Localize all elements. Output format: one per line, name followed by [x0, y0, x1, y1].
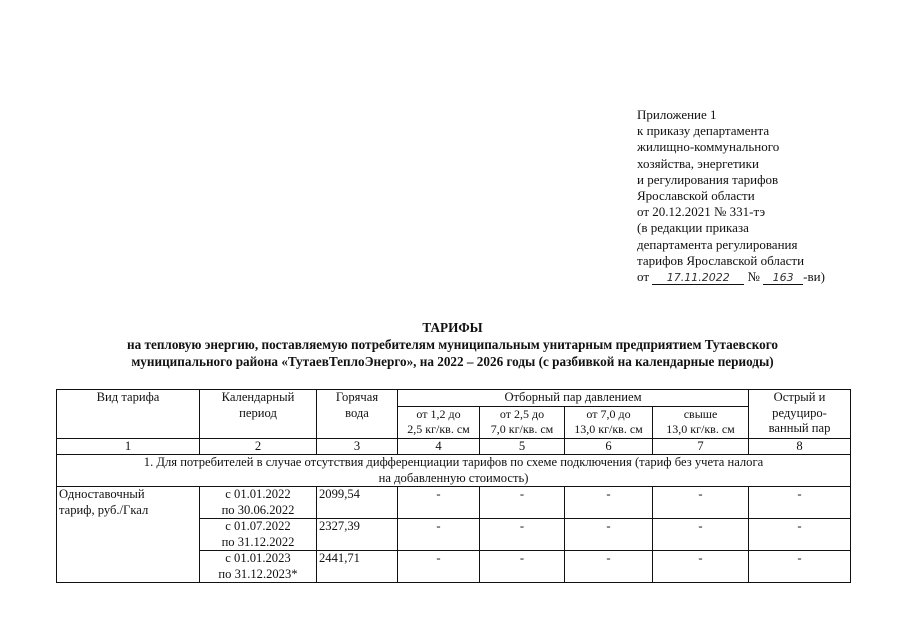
document-subtitle [60, 337, 845, 370]
hot-water-value: 2441,71 [317, 551, 398, 583]
col-number: 2 [200, 438, 317, 455]
col-number: 4 [398, 438, 480, 455]
steam-value: - [653, 551, 749, 583]
header-steam-group: Отборный пар давлением [398, 390, 749, 407]
steam-value: - [565, 487, 653, 519]
appendix-prefix: от [637, 269, 650, 285]
steam-value: - [565, 551, 653, 583]
header-tariff-type: Вид тарифа [57, 390, 200, 439]
steam-value: - [565, 519, 653, 551]
col-number: 3 [317, 438, 398, 455]
hot-water-value: 2327,39 [317, 519, 398, 551]
handwritten-number: 163 [763, 271, 803, 285]
tariff-table [56, 389, 851, 583]
section-1-heading: 1. Для потребителей в случае отсутствия дифференциации тарифов по схеме подключения (тариф без учета налога на добавленную стоимость) [57, 455, 851, 487]
handwritten-date: 17.11.2022 [652, 271, 744, 285]
period-cell: с 01.01.2023 по 31.12.2023* [200, 551, 317, 583]
period-cell: с 01.07.2022 по 31.12.2022 [200, 519, 317, 551]
appendix-line: Приложение 1 [637, 107, 717, 122]
header-steam-col-3: от 7,0 до 13,0 кг/кв. см [565, 406, 653, 438]
steam-value: - [398, 487, 480, 519]
appendix-block [637, 107, 897, 285]
number-sign: № [747, 269, 760, 285]
appendix-line: Ярославской области [637, 188, 755, 204]
tariff-label: Одноставочный тариф, руб./Гкал [57, 487, 200, 583]
col-number: 5 [480, 438, 565, 455]
steam-value: - [480, 487, 565, 519]
subtitle-line-1: на тепловую энергию, поставляемую потребителям муниципальным унитарным предприятием Тутаевского [127, 337, 778, 352]
steam-value: - [653, 487, 749, 519]
appendix-line: к приказу департамента [637, 123, 770, 139]
appendix-line: (в редакции приказа [637, 220, 749, 236]
sharp-steam-value: - [749, 487, 851, 519]
sharp-steam-value: - [749, 551, 851, 583]
header-sharp-steam: Острый и редуциро- ванный пар [749, 390, 851, 439]
appendix-line: департамента регулирования [637, 236, 798, 252]
document-title: ТАРИФЫ [422, 320, 483, 335]
header-period: Календарный период [200, 390, 317, 439]
period-cell: с 01.01.2022 по 30.06.2022 [200, 487, 317, 519]
header-row-1 [57, 390, 851, 407]
appendix-line: от 20.12.2021 № 331-тэ [637, 204, 766, 220]
appendix-last-line [637, 269, 897, 285]
col-number: 7 [653, 438, 749, 455]
steam-value: - [398, 519, 480, 551]
col-number: 1 [57, 438, 200, 455]
section-row [57, 455, 851, 487]
header-steam-col-1: от 1,2 до 2,5 кг/кв. см [398, 406, 480, 438]
steam-value: - [480, 551, 565, 583]
appendix-line: и регулирования тарифов [637, 171, 779, 187]
col-number: 8 [749, 438, 851, 455]
table-row [57, 487, 851, 519]
header-steam-col-4: свыше 13,0 кг/кв. см [653, 406, 749, 438]
header-hot-water: Горячая вода [317, 390, 398, 439]
appendix-line: хозяйства, энергетики [637, 155, 759, 171]
sharp-steam-value: - [749, 519, 851, 551]
steam-value: - [398, 551, 480, 583]
header-steam-col-2: от 2,5 до 7,0 кг/кв. см [480, 406, 565, 438]
col-number: 6 [565, 438, 653, 455]
steam-value: - [480, 519, 565, 551]
column-number-row [57, 438, 851, 455]
appendix-line: жилищно-коммунального [637, 139, 780, 155]
appendix-suffix: -ви) [803, 269, 825, 285]
steam-value: - [653, 519, 749, 551]
subtitle-line-2: муниципального района «ТутаевТеплоЭнерго», на 2022 – 2026 годы (с разбивкой на календарные периоды) [131, 353, 774, 369]
hot-water-value: 2099,54 [317, 487, 398, 519]
appendix-line: тарифов Ярославской области [637, 252, 805, 268]
